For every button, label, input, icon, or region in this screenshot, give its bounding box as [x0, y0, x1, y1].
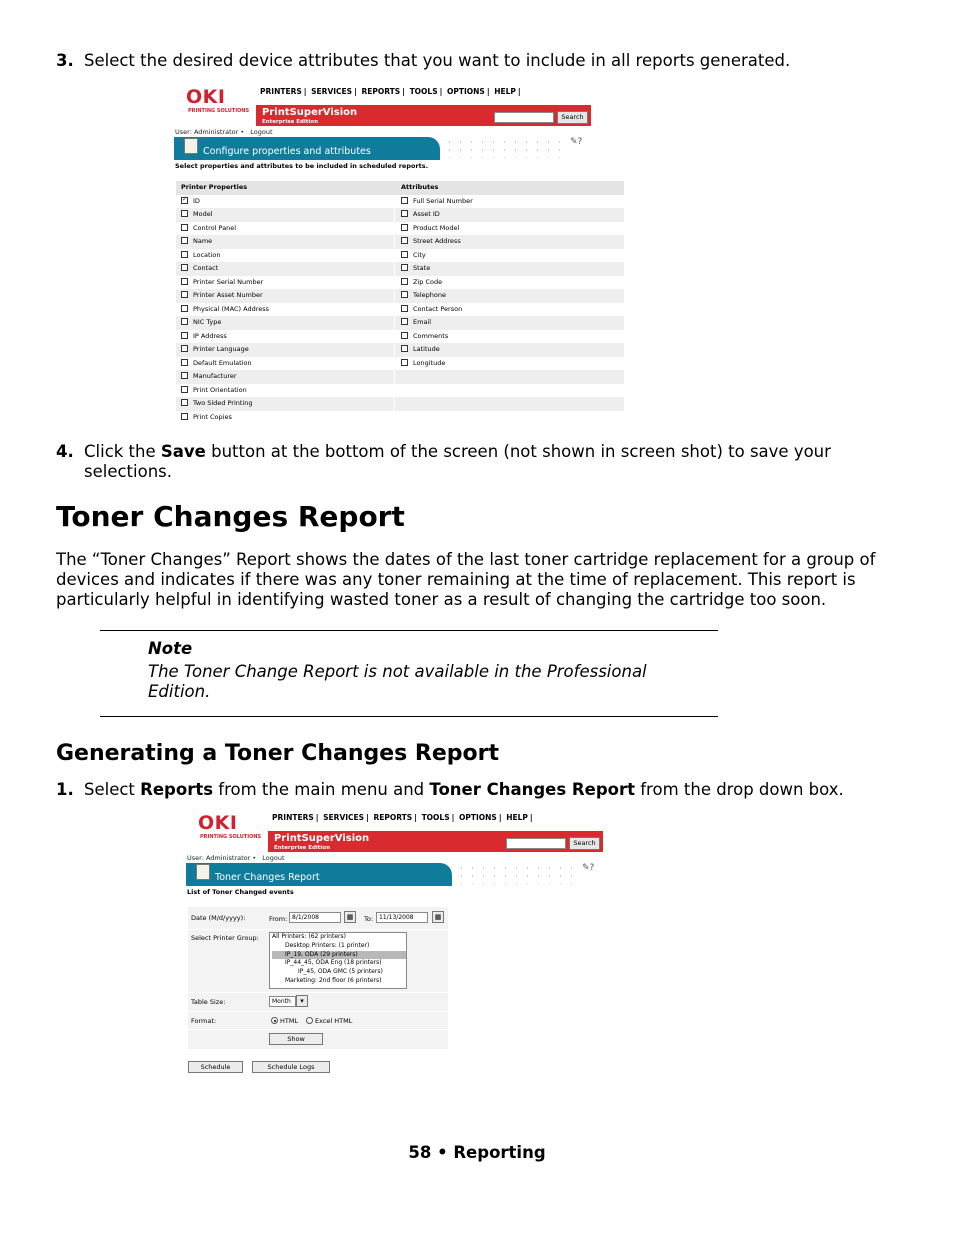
menu-tools[interactable]: TOOLS — [421, 813, 450, 822]
page-title: Configure properties and attributes — [203, 146, 371, 157]
attribute-label: Longitude — [413, 358, 446, 367]
user-separator: • — [252, 854, 257, 862]
attribute-checkbox[interactable] — [401, 237, 408, 244]
table-row — [176, 303, 624, 317]
attribute-option[interactable] — [401, 343, 440, 357]
table-row — [176, 316, 624, 330]
printer-properties-header: Printer Properties — [181, 183, 248, 191]
attribute-checkbox[interactable] — [401, 251, 408, 258]
attribute-label: Comments — [413, 331, 449, 340]
menu-sep: | — [529, 813, 533, 822]
step-number: 4. — [56, 442, 74, 461]
grid-header — [176, 181, 624, 195]
menu-sep: | — [451, 813, 455, 822]
page-icon — [196, 864, 210, 880]
step-4 — [56, 442, 831, 481]
attribute-checkbox[interactable] — [401, 359, 408, 366]
property-checkbox[interactable] — [181, 237, 188, 244]
property-option[interactable] — [181, 195, 200, 209]
step-3 — [56, 51, 791, 71]
property-option[interactable] — [181, 357, 252, 371]
oki-logo-subtitle: PRINTING SOLUTIONS — [200, 834, 262, 840]
table-row — [176, 222, 624, 236]
table-row — [176, 384, 624, 398]
printer-group-option[interactable]: Marketing: 2nd floor (6 printers) — [285, 976, 382, 984]
menu-sep: | — [414, 813, 417, 822]
printer-group-label: Select Printer Group: — [191, 934, 259, 942]
table-row — [176, 411, 624, 425]
attribute-checkbox[interactable] — [401, 278, 408, 285]
screenshot-toner-changes — [186, 810, 636, 1095]
attribute-option[interactable] — [401, 208, 440, 222]
to-calendar-icon[interactable]: ▦ — [432, 911, 444, 923]
menu-sep: | — [366, 813, 369, 822]
property-checkbox[interactable] — [181, 305, 188, 312]
property-label: Print Orientation — [193, 385, 247, 394]
format-excel-option[interactable]: Excel HTML — [306, 1017, 352, 1025]
property-label: Printer Language — [193, 345, 249, 353]
property-label: Default Emulation — [193, 358, 252, 367]
table-size-select[interactable]: Month — [269, 996, 296, 1007]
printer-group-option[interactable]: IP_19, ODA (29 printers) — [272, 951, 406, 960]
attribute-option[interactable] — [401, 195, 473, 209]
menu-sep: | — [498, 813, 502, 822]
save-term: Save — [160, 442, 206, 461]
table-row — [176, 249, 624, 263]
table-row — [176, 276, 624, 290]
step-text: Select Reports from the main menu and Toner Changes Report from the drop down box. — [84, 780, 844, 799]
attribute-option[interactable] — [401, 303, 462, 317]
property-label: IP Address — [193, 331, 227, 340]
step-number: 3. — [56, 51, 74, 70]
printer-group-option[interactable]: All Printers: (62 printers) — [272, 933, 346, 940]
user-separator: • — [240, 128, 245, 136]
note-heading: Note — [148, 639, 193, 658]
menu-printers[interactable]: PRINTERS — [272, 813, 314, 822]
menu-sep: | — [315, 813, 319, 822]
property-label: Manufacturer — [193, 372, 237, 380]
property-option[interactable] — [181, 397, 253, 411]
menu-printers[interactable]: PRINTERS — [260, 87, 302, 96]
property-option[interactable] — [181, 249, 221, 263]
to-date-field[interactable]: 11/13/2008 — [376, 912, 428, 923]
attribute-checkbox[interactable] — [401, 210, 408, 217]
subsection-title: Generating a Toner Changes Report — [56, 741, 500, 766]
printer-group-option[interactable]: IP_44_45, ODA Eng (18 printers) — [285, 959, 382, 967]
property-label: ID — [193, 196, 200, 205]
attribute-checkbox[interactable] — [401, 345, 408, 352]
oki-logo-subtitle: PRINTING SOLUTIONS — [188, 108, 250, 114]
property-label: Printer Serial Number — [193, 277, 264, 286]
menu-sep: | — [402, 87, 405, 96]
caption: Select properties and attributes to be included in scheduled reports. — [175, 162, 429, 170]
to-label: To: — [364, 915, 374, 923]
printer-group-option[interactable]: IP_45, ODA GMC (5 printers) — [298, 968, 383, 976]
property-label: Model — [193, 210, 213, 218]
note-bottom-rule — [100, 716, 718, 717]
attribute-label: Street Address — [413, 237, 461, 245]
property-checkbox[interactable] — [181, 278, 188, 285]
property-checkbox[interactable] — [181, 345, 188, 352]
attribute-option[interactable] — [401, 222, 459, 236]
printer-group-list[interactable] — [269, 932, 407, 989]
attribute-label: Latitude — [413, 345, 440, 353]
attribute-label: Zip Code — [413, 277, 443, 286]
menu-sep: | — [303, 87, 307, 96]
section-title: Toner Changes Report — [56, 500, 405, 533]
table-row — [176, 397, 624, 411]
table-row — [176, 289, 624, 303]
dotted-divider — [456, 864, 576, 884]
menu-reports[interactable]: REPORTS — [361, 87, 401, 96]
menu-sep: | — [439, 87, 443, 96]
attribute-label: Asset ID — [413, 210, 440, 218]
intro-paragraph: The “Toner Changes” Report shows the dates of the last toner cartridge replacement for a group of devices and indicates if there was any toner remaining at the time of replacement. This report is particularly helpful in identifying wasted toner as a result of changing the cartridge too soon. — [56, 550, 876, 609]
attribute-option[interactable] — [401, 249, 426, 263]
menu-services[interactable]: SERVICES — [323, 813, 365, 822]
table-row — [176, 343, 624, 357]
schedule-logs-button[interactable]: Schedule Logs — [252, 1061, 330, 1073]
attribute-checkbox[interactable] — [401, 305, 408, 312]
attribute-label: Product Model — [413, 223, 460, 232]
table-row — [176, 208, 624, 222]
property-option[interactable] — [181, 208, 213, 222]
search-button[interactable]: Search — [557, 111, 588, 124]
schedule-button[interactable]: Schedule — [188, 1061, 243, 1073]
table-row — [176, 195, 624, 209]
property-checkbox[interactable] — [181, 399, 188, 406]
property-label: Print Copies — [193, 412, 232, 421]
step-number: 1. — [56, 780, 74, 799]
attribute-option[interactable] — [401, 276, 442, 290]
property-checkbox[interactable] — [181, 386, 188, 393]
page-title: Toner Changes Report — [215, 872, 320, 883]
properties-grid — [176, 181, 624, 424]
help-icon[interactable]: ✎? — [570, 137, 583, 147]
menu-sep: | — [354, 87, 357, 96]
property-label: NIC Type — [193, 318, 222, 326]
note-body: The Toner Change Report is not available in the Professional Edition. — [148, 662, 647, 701]
attribute-label: City — [413, 250, 426, 259]
property-label: Physical (MAC) Address — [193, 304, 270, 313]
property-label: Two Sided Printing — [193, 399, 253, 407]
format-html-option[interactable]: HTML — [271, 1017, 298, 1025]
menu-sep: | — [517, 87, 521, 96]
user-line — [175, 128, 273, 136]
property-option[interactable] — [181, 384, 247, 398]
table-row — [176, 370, 624, 384]
attribute-checkbox[interactable] — [401, 224, 408, 231]
search-input[interactable] — [506, 838, 566, 849]
brand-title: PrintSuperVision — [274, 833, 370, 844]
logout-link[interactable]: Logout — [262, 854, 285, 862]
attribute-label: State — [413, 264, 431, 272]
oki-logo: OKI — [186, 86, 226, 108]
from-date-field[interactable]: 8/1/2008 — [289, 912, 341, 923]
help-icon[interactable]: ✎? — [582, 863, 595, 873]
property-checkbox[interactable] — [181, 224, 188, 231]
property-label: Location — [193, 250, 221, 259]
attribute-label: Email — [413, 318, 432, 326]
brand-edition: Enterprise Edition — [274, 845, 330, 851]
attribute-option[interactable] — [401, 330, 448, 344]
attribute-option[interactable] — [401, 316, 431, 330]
main-menu — [272, 813, 535, 822]
property-option[interactable] — [181, 411, 232, 425]
table-row — [176, 262, 624, 276]
property-checkbox[interactable] — [181, 210, 188, 217]
attribute-label: Contact Person — [413, 304, 463, 313]
property-option[interactable] — [181, 343, 249, 357]
from-label: From: — [269, 915, 288, 923]
oki-logo: OKI — [198, 812, 238, 834]
main-menu — [260, 87, 523, 96]
attribute-option[interactable] — [401, 357, 445, 371]
table-row — [176, 235, 624, 249]
property-option[interactable] — [181, 370, 237, 384]
property-checkbox[interactable] — [181, 372, 188, 379]
property-label: Contact — [193, 264, 219, 272]
property-label: Name — [193, 237, 213, 245]
attribute-checkbox[interactable] — [401, 264, 408, 271]
note-top-rule — [100, 630, 718, 631]
property-option[interactable] — [181, 235, 212, 249]
attribute-checkbox[interactable] — [401, 291, 408, 298]
menu-help[interactable]: HELP — [494, 87, 516, 96]
menu-options[interactable]: OPTIONS — [447, 87, 485, 96]
table-row — [176, 357, 624, 371]
step-text: Click the Save button at the bottom of the screen (not shown in screen shot) to save your selections. — [84, 442, 831, 481]
page-footer: 58 • Reporting — [408, 1143, 546, 1162]
logout-link[interactable]: Logout — [250, 128, 273, 136]
attribute-option[interactable] — [401, 262, 430, 276]
attribute-checkbox[interactable] — [401, 332, 408, 339]
from-calendar-icon[interactable]: ▦ — [344, 911, 356, 923]
printer-group-option[interactable]: Desktop Printers: (1 printer) — [285, 941, 370, 949]
user-label: User: Administrator — [187, 854, 251, 862]
page-icon — [184, 138, 198, 154]
property-option[interactable] — [181, 289, 263, 303]
property-checkbox[interactable] — [181, 251, 188, 258]
property-label: Printer Asset Number — [193, 291, 263, 299]
step-text: Select the desired device attributes that you want to include in all reports generated. — [84, 51, 791, 70]
property-checkbox[interactable] — [181, 197, 188, 204]
attributes-header: Attributes — [401, 183, 439, 191]
property-checkbox[interactable] — [181, 291, 188, 298]
property-option[interactable] — [181, 222, 236, 236]
table-size-label: Table Size: — [191, 998, 226, 1006]
brand-edition: Enterprise Edition — [262, 119, 318, 125]
attribute-option[interactable] — [401, 289, 446, 303]
attribute-checkbox[interactable] — [401, 318, 408, 325]
property-checkbox[interactable] — [181, 332, 188, 339]
radio-excel[interactable] — [306, 1017, 313, 1024]
property-option[interactable] — [181, 262, 218, 276]
user-label: User: Administrator — [175, 128, 239, 136]
property-option[interactable] — [181, 316, 221, 330]
menu-tools[interactable]: TOOLS — [409, 87, 438, 96]
menu-services[interactable]: SERVICES — [311, 87, 353, 96]
show-button[interactable]: Show — [269, 1033, 323, 1045]
property-checkbox[interactable] — [181, 413, 188, 420]
search-button[interactable]: Search — [569, 837, 600, 850]
property-option[interactable] — [181, 330, 227, 344]
format-label: Format: — [191, 1017, 217, 1025]
search-input[interactable] — [494, 112, 554, 123]
property-checkbox[interactable] — [181, 318, 188, 325]
menu-options[interactable]: OPTIONS — [459, 813, 497, 822]
menu-help[interactable]: HELP — [506, 813, 528, 822]
property-option[interactable] — [181, 276, 263, 290]
dotted-divider — [444, 138, 564, 158]
property-option[interactable] — [181, 303, 269, 317]
brand-title: PrintSuperVision — [262, 107, 358, 118]
radio-html[interactable] — [271, 1017, 278, 1024]
menu-sep: | — [486, 87, 490, 96]
date-label: Date (M/d/yyyy): — [191, 914, 246, 922]
property-checkbox[interactable] — [181, 264, 188, 271]
menu-reports[interactable]: REPORTS — [373, 813, 413, 822]
table-row — [176, 330, 624, 344]
attribute-option[interactable] — [401, 235, 461, 249]
property-checkbox[interactable] — [181, 359, 188, 366]
attribute-checkbox[interactable] — [401, 197, 408, 204]
chevron-down-icon[interactable]: ▾ — [296, 995, 308, 1007]
step-1 — [56, 780, 844, 800]
screenshot-configure-properties — [174, 84, 644, 424]
caption: List of Toner Changed events — [187, 888, 294, 896]
attribute-label: Full Serial Number — [413, 196, 473, 205]
attribute-label: Telephone — [413, 291, 447, 299]
property-label: Control Panel — [193, 223, 237, 232]
user-line — [187, 854, 285, 862]
